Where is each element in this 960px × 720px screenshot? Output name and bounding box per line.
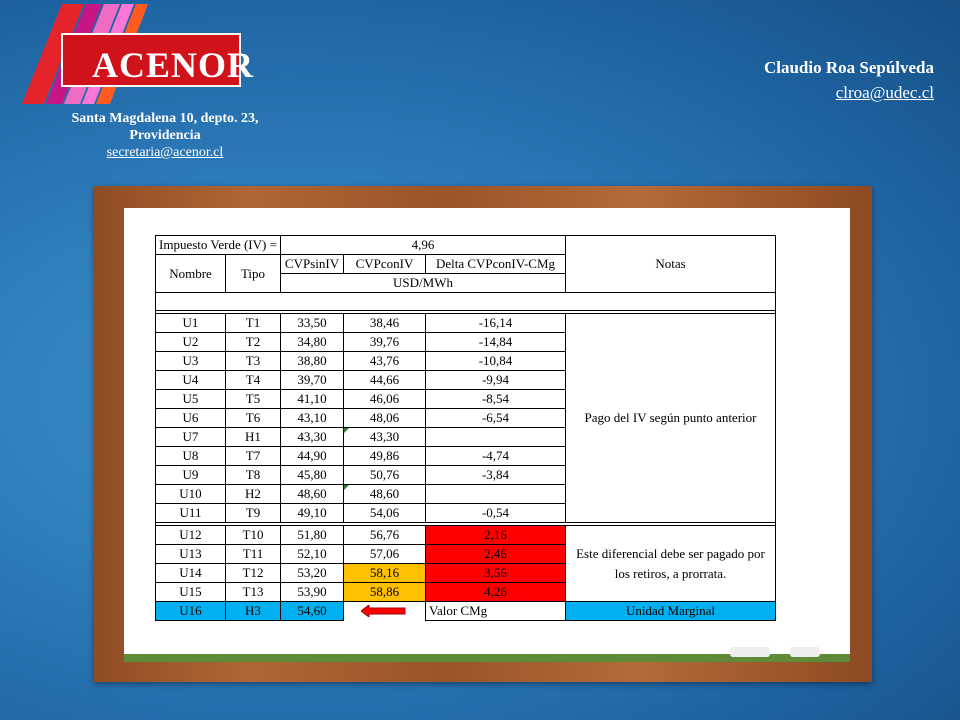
- cell-cvpsiniv: 39,70: [281, 371, 344, 390]
- author-email-link[interactable]: clroa@udec.cl: [835, 83, 934, 102]
- note-group1: Pago del IV según punto anterior: [566, 314, 776, 523]
- cell-cvpconiv: 49,86: [344, 447, 426, 466]
- iv-value: 4,96: [281, 236, 566, 255]
- cell-delta: -0,54: [426, 504, 566, 523]
- note-marginal: Unidad Marginal: [566, 602, 776, 621]
- cell-nombre: U1: [156, 314, 226, 333]
- address-line1: Santa Magdalena 10, depto. 23,: [71, 111, 259, 126]
- cell-delta: -16,14: [426, 314, 566, 333]
- cell-nombre: U2: [156, 333, 226, 352]
- cell-tipo: T13: [226, 583, 281, 602]
- table-row: [156, 602, 776, 621]
- cell-cvpsiniv: 34,80: [281, 333, 344, 352]
- table-row: [156, 526, 776, 545]
- cell-nombre: U11: [156, 504, 226, 523]
- cell-tipo: T5: [226, 390, 281, 409]
- address-email-link[interactable]: secretaria@acenor.cl: [106, 145, 224, 160]
- cell-tipo: T8: [226, 466, 281, 485]
- cell-cvpsiniv: 45,80: [281, 466, 344, 485]
- cell-cvpconiv: 48,60: [344, 485, 426, 504]
- cell-cvpsiniv: 51,80: [281, 526, 344, 545]
- logo-text: ACENOR: [92, 45, 255, 85]
- col-header-nombre: Nombre: [156, 255, 226, 293]
- cell-delta: -8,54: [426, 390, 566, 409]
- cell-arrow: [344, 602, 426, 621]
- cell-delta: -9,94: [426, 371, 566, 390]
- cell-cvpsiniv: 43,10: [281, 409, 344, 428]
- cell-tipo: T3: [226, 352, 281, 371]
- cell-nombre: U9: [156, 466, 226, 485]
- cell-cvpconiv: 38,46: [344, 314, 426, 333]
- cell-cvpconiv: 54,06: [344, 504, 426, 523]
- cell-tipo: T7: [226, 447, 281, 466]
- cell-cvpsiniv: 43,30: [281, 428, 344, 447]
- cell-nombre: U15: [156, 583, 226, 602]
- cell-cvpconiv: 50,76: [344, 466, 426, 485]
- cell-cvpconiv: 44,66: [344, 371, 426, 390]
- cell-tipo: T6: [226, 409, 281, 428]
- cell-nombre: U14: [156, 564, 226, 583]
- cell-cvpconiv: 56,76: [344, 526, 426, 545]
- notas-header: Notas: [566, 236, 776, 293]
- cell-cvpsiniv: 52,10: [281, 545, 344, 564]
- cell-delta: -6,54: [426, 409, 566, 428]
- cell-cvpconiv: 43,76: [344, 352, 426, 371]
- author-block: [764, 55, 934, 105]
- cell-cvpconiv: 58,86: [344, 583, 426, 602]
- cell-delta: 3,56: [426, 564, 566, 583]
- col-header-cvpsiniv: CVPsinIV: [281, 255, 344, 274]
- cell-delta: 2,16: [426, 526, 566, 545]
- spacer-cell: [156, 293, 776, 311]
- address-block: [40, 110, 290, 161]
- note-group2-line2: los retiros, a prorrata.: [614, 565, 727, 581]
- cell-cvpconiv: 39,76: [344, 333, 426, 352]
- cell-cvpconiv: 43,30: [344, 428, 426, 447]
- note-group2: [566, 526, 776, 602]
- cell-cvpsiniv: 44,90: [281, 447, 344, 466]
- table-row: [156, 236, 776, 255]
- cell-delta: 2,46: [426, 545, 566, 564]
- cell-nombre: U8: [156, 447, 226, 466]
- cell-delta: -4,74: [426, 447, 566, 466]
- cell-tipo: T12: [226, 564, 281, 583]
- cell-tipo: T9: [226, 504, 281, 523]
- col-header-cvpconiv: CVPconIV: [344, 255, 426, 274]
- iv-table: [155, 235, 776, 621]
- cell-delta: [426, 428, 566, 447]
- cell-tipo: T10: [226, 526, 281, 545]
- cell-nombre: U4: [156, 371, 226, 390]
- chalk-piece: [790, 647, 820, 657]
- table-row: [156, 293, 776, 311]
- col-header-tipo: Tipo: [226, 255, 281, 293]
- cell-delta: [426, 485, 566, 504]
- cell-cvpsiniv: 53,90: [281, 583, 344, 602]
- col-header-delta: Delta CVPconIV-CMg: [426, 255, 566, 274]
- units-label: USD/MWh: [281, 274, 566, 293]
- cell-nombre: U7: [156, 428, 226, 447]
- address-line2: Providencia: [129, 128, 201, 143]
- author-name: Claudio Roa Sepúlveda: [763, 58, 934, 77]
- acenor-logo: [22, 4, 255, 104]
- cell-valor-cmg: Valor CMg: [426, 602, 566, 621]
- cell-nombre: U6: [156, 409, 226, 428]
- cell-nombre: U16: [156, 602, 226, 621]
- cell-cvpsiniv: 53,20: [281, 564, 344, 583]
- cell-cvpsiniv: 49,10: [281, 504, 344, 523]
- cell-delta: 4,26: [426, 583, 566, 602]
- cell-tipo: T1: [226, 314, 281, 333]
- note-group2-line1: Este diferencial debe ser pagado por: [576, 545, 765, 561]
- cell-tipo: T4: [226, 371, 281, 390]
- cell-cvpsiniv: 38,80: [281, 352, 344, 371]
- chalk-piece: [730, 647, 770, 657]
- cell-delta: -10,84: [426, 352, 566, 371]
- cell-nombre: U12: [156, 526, 226, 545]
- cell-cvpsiniv: 33,50: [281, 314, 344, 333]
- cell-nombre: U5: [156, 390, 226, 409]
- cell-delta: -3,84: [426, 466, 566, 485]
- cell-cvpsiniv: 41,10: [281, 390, 344, 409]
- cell-cvpconiv: 48,06: [344, 409, 426, 428]
- cell-nombre: U13: [156, 545, 226, 564]
- cell-cvpsiniv: 54,60: [281, 602, 344, 621]
- iv-label: Impuesto Verde (IV) =: [156, 236, 281, 255]
- left-arrow-icon: [361, 605, 407, 617]
- cell-nombre: U10: [156, 485, 226, 504]
- cell-delta: -14,84: [426, 333, 566, 352]
- cell-cvpconiv: 57,06: [344, 545, 426, 564]
- cell-cvpsiniv: 48,60: [281, 485, 344, 504]
- cell-tipo: H2: [226, 485, 281, 504]
- cell-tipo: T2: [226, 333, 281, 352]
- cell-tipo: H1: [226, 428, 281, 447]
- table-row: [156, 314, 776, 333]
- cell-tipo: H3: [226, 602, 281, 621]
- cell-cvpconiv: 58,16: [344, 564, 426, 583]
- cell-tipo: T11: [226, 545, 281, 564]
- cell-cvpconiv: 46,06: [344, 390, 426, 409]
- cell-nombre: U3: [156, 352, 226, 371]
